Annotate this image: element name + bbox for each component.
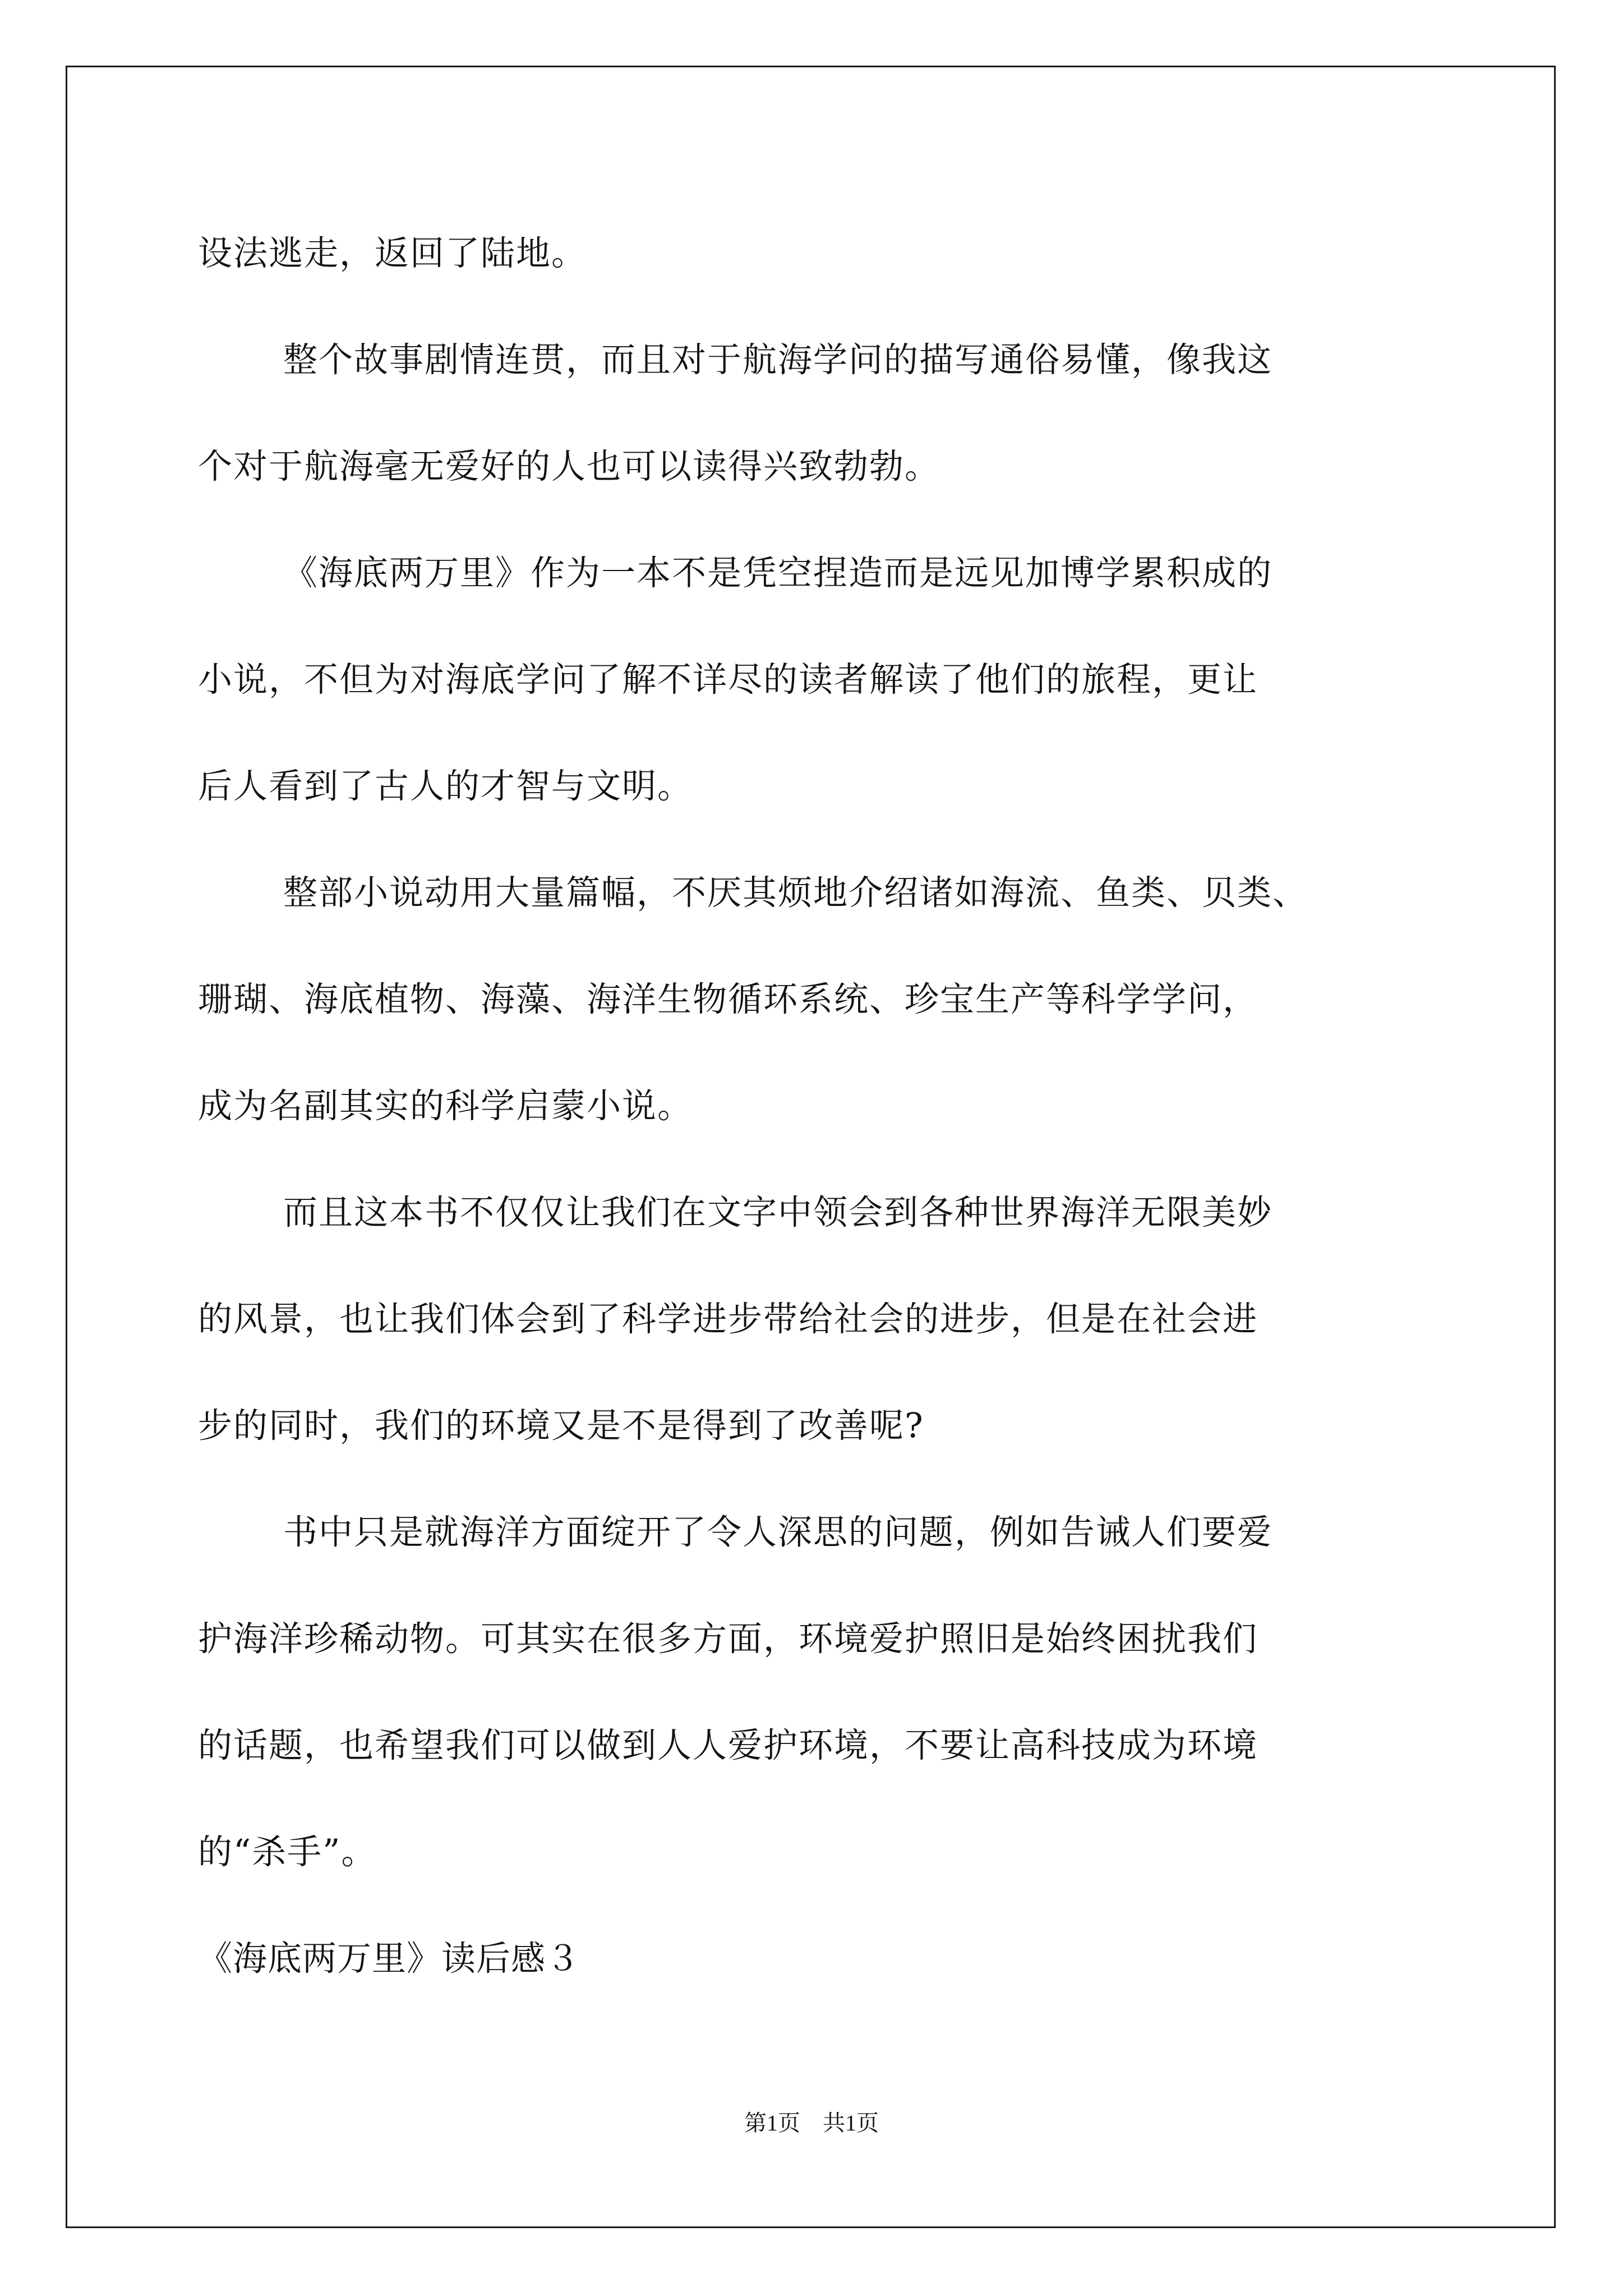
paragraph-3-line-3: 后人看到了古人的才智与文明。 — [198, 766, 693, 806]
paragraph-4-line-1: 整部小说动用大量篇幅，不厌其烦地介绍诸如海流、鱼类、贝类、 — [283, 873, 1308, 913]
paragraph-5-line-2: 的风景，也让我们体会到了科学进步带给社会的进步，但是在社会进 — [198, 1299, 1258, 1339]
page-border — [66, 66, 1556, 2228]
section-heading: 《海底两万里》读后感３ — [198, 1939, 581, 1978]
page-number-total: 共1页 — [823, 2110, 879, 2136]
paragraph-6-line-1: 书中只是就海洋方面绽开了令人深思的问题，例如告诫人们要爱 — [283, 1512, 1273, 1552]
page-footer — [0, 2109, 1623, 2137]
page-number-current: 第1页 — [744, 2110, 800, 2136]
paragraph-6-line-2: 护海洋珍稀动物。可其实在很多方面，环境爱护照旧是始终困扰我们 — [198, 1619, 1258, 1659]
paragraph-3-line-1: 《海底两万里》作为一本不是凭空捏造而是远见加博学累积成的 — [283, 553, 1273, 593]
paragraph-1-line-1: 设法逃走，返回了陆地。 — [198, 233, 587, 273]
paragraph-6-line-4: 的“杀手”。 — [198, 1832, 377, 1872]
paragraph-5-line-3: 步的同时，我们的环境又是不是得到了改善呢? — [198, 1406, 924, 1446]
paragraph-5-line-1: 而且这本书不仅仅让我们在文字中领会到各种世界海洋无限美妙 — [283, 1193, 1273, 1232]
paragraph-4-line-2: 珊瑚、海底植物、海藻、海洋生物循环系统、珍宝生产等科学学问， — [198, 979, 1258, 1019]
paragraph-3-line-2: 小说，不但为对海底学问了解不详尽的读者解读了他们的旅程，更让 — [198, 660, 1258, 700]
paragraph-6-line-3: 的话题，也希望我们可以做到人人爱护环境，不要让高科技成为环境 — [198, 1726, 1258, 1765]
paragraph-2-line-2: 个对于航海毫无爱好的人也可以读得兴致勃勃。 — [198, 447, 940, 486]
paragraph-4-line-3: 成为名副其实的科学启蒙小说。 — [198, 1086, 693, 1126]
paragraph-2-line-1: 整个故事剧情连贯，而且对于航海学问的描写通俗易懂，像我这 — [283, 340, 1273, 380]
